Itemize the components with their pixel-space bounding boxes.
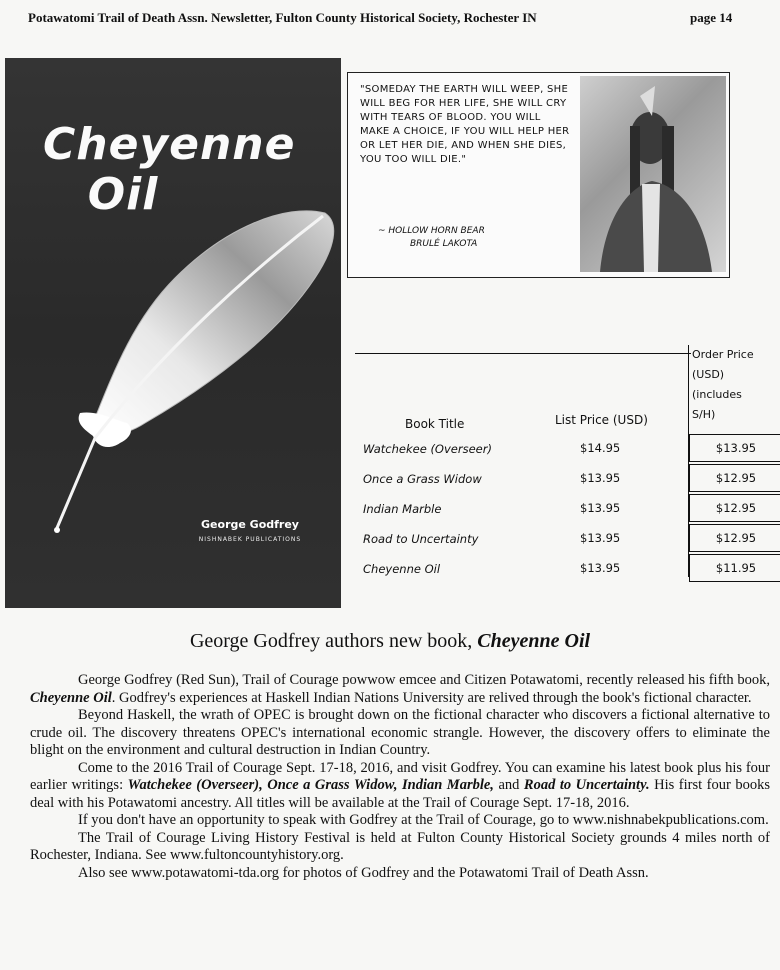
page-number: page 14 bbox=[690, 10, 733, 25]
article-paragraph bbox=[30, 760, 770, 813]
header-order-line: Order Price bbox=[692, 348, 754, 361]
table-row bbox=[355, 464, 780, 494]
article-paragraph: Also see www.potawatomi-tda.org for photos of Godfrey and the Potawatomi Trail of Death Assn. bbox=[78, 864, 649, 881]
book-title-inline: Cheyenne Oil bbox=[30, 689, 112, 706]
quote-attribution-name: ~ HOLLOW HORN BEAR bbox=[378, 226, 485, 236]
list-price-cell: $13.95 bbox=[580, 471, 621, 485]
table-row bbox=[355, 554, 780, 584]
cover-title-line1: Cheyenne bbox=[43, 119, 296, 170]
header-order-line: (includes bbox=[692, 388, 742, 401]
headline-text: George Godfrey authors new book, bbox=[189, 630, 478, 652]
header-order-line: (USD) bbox=[692, 368, 725, 381]
headline-book-title: Cheyenne Oil bbox=[477, 630, 591, 652]
book-cover bbox=[5, 58, 341, 608]
cover-publisher: NISHNABEK PUBLICATIONS bbox=[198, 536, 302, 543]
article-headline bbox=[0, 630, 780, 653]
article-body bbox=[30, 672, 770, 882]
order-price-cell: $12.95 bbox=[689, 524, 780, 552]
quote-text: "SOMEDAY THE EARTH WILL WEEP, SHE WILL BEG FOR HER LIFE, SHE WILL CRY WITH TEARS OF BLOOD. YOU WILL MAKE A CHOICE, IF YOU WILL HELP HER OR LET HER DIE, AND WHEN SHE DIES, YOU TOO WILL DIE." bbox=[360, 84, 570, 165]
newsletter-header: Potawatomi Trail of Death Assn. Newsletter, Fulton County Historical Society, Rochester IN bbox=[28, 10, 537, 25]
quote-attribution bbox=[378, 225, 558, 251]
book-title-inline: Road to Uncertainty. bbox=[523, 777, 650, 793]
order-price-cell: $11.95 bbox=[689, 554, 780, 582]
text-run: George Godfrey (Red Sun), Trail of Courage powwow emcee and Citizen Potawatomi, recently released his fifth book, bbox=[78, 672, 770, 688]
list-price-cell: $13.95 bbox=[580, 561, 621, 575]
portrait-photo bbox=[580, 76, 726, 272]
book-title-cell: Cheyenne Oil bbox=[363, 562, 441, 576]
list-price-cell: $13.95 bbox=[580, 501, 621, 515]
cover-author: George Godfrey bbox=[201, 518, 299, 531]
order-price-cell: $12.95 bbox=[689, 494, 780, 522]
header-order-line: S/H) bbox=[692, 408, 716, 421]
book-title-cell: Once a Grass Widow bbox=[363, 472, 482, 486]
table-row bbox=[355, 524, 780, 554]
text-run: and bbox=[493, 777, 524, 793]
table-row bbox=[355, 434, 780, 464]
price-table bbox=[355, 345, 780, 585]
portrait-figure bbox=[580, 76, 726, 272]
text-run: Come to the 2016 Trail of Courage Sept. 17-18, 2016, and visit Godfrey. You can examine his latest book plus his four earlier writings: bbox=[30, 759, 770, 793]
order-price-cell: $13.95 bbox=[689, 434, 780, 462]
text-run: . Godfrey's experiences at Haskell Indian Nations University are relived through the book's fictional character. bbox=[111, 689, 752, 706]
cover-title-line2: Oil bbox=[87, 169, 159, 220]
book-title-cell: Road to Uncertainty bbox=[363, 532, 479, 546]
header-book-title: Book Title bbox=[405, 417, 465, 431]
table-top-rule bbox=[355, 353, 691, 354]
book-title-cell: Watchekee (Overseer) bbox=[363, 442, 492, 456]
order-price-cell: $12.95 bbox=[689, 464, 780, 492]
quote-attribution-tribe: BRULÉ LAKOTA bbox=[410, 239, 478, 249]
list-price-cell: $13.95 bbox=[580, 531, 621, 545]
article-paragraph: If you don't have an opportunity to speak with Godfrey at the Trail of Courage, go to www.nishnabekpublications.com. bbox=[78, 812, 769, 828]
book-title-cell: Indian Marble bbox=[363, 502, 442, 516]
book-titles-inline: Watchekee (Overseer), Once a Grass Widow, Indian Marble, bbox=[127, 777, 494, 793]
article-paragraph: The Trail of Courage Living History Festival is held at Fulton County Historical Society grounds 4 miles north of Rochester, Indiana. See www.fultoncountyhistory.org. bbox=[30, 829, 770, 863]
quote-box bbox=[347, 72, 730, 278]
feather-illustration bbox=[35, 198, 341, 538]
article-paragraph: Beyond Haskell, the wrath of OPEC is brought down on the fictional character who discovers a fictional alternative to crude oil. The discovery threatens OPEC's international economic strangle. However, the discovery offers to eliminate the blight on the environment and cultural destruction in Indian Country. bbox=[30, 707, 770, 758]
text-run: His first four books deal with his Potawatomi ancestry. All titles will be available at the Trail of Courage Sept. 17-18, 2016. bbox=[30, 777, 770, 811]
table-row bbox=[355, 494, 780, 524]
list-price-cell: $14.95 bbox=[580, 441, 621, 455]
article-paragraph bbox=[30, 672, 770, 707]
header-order-price bbox=[692, 345, 780, 425]
header-list-price: List Price (USD) bbox=[555, 413, 648, 427]
